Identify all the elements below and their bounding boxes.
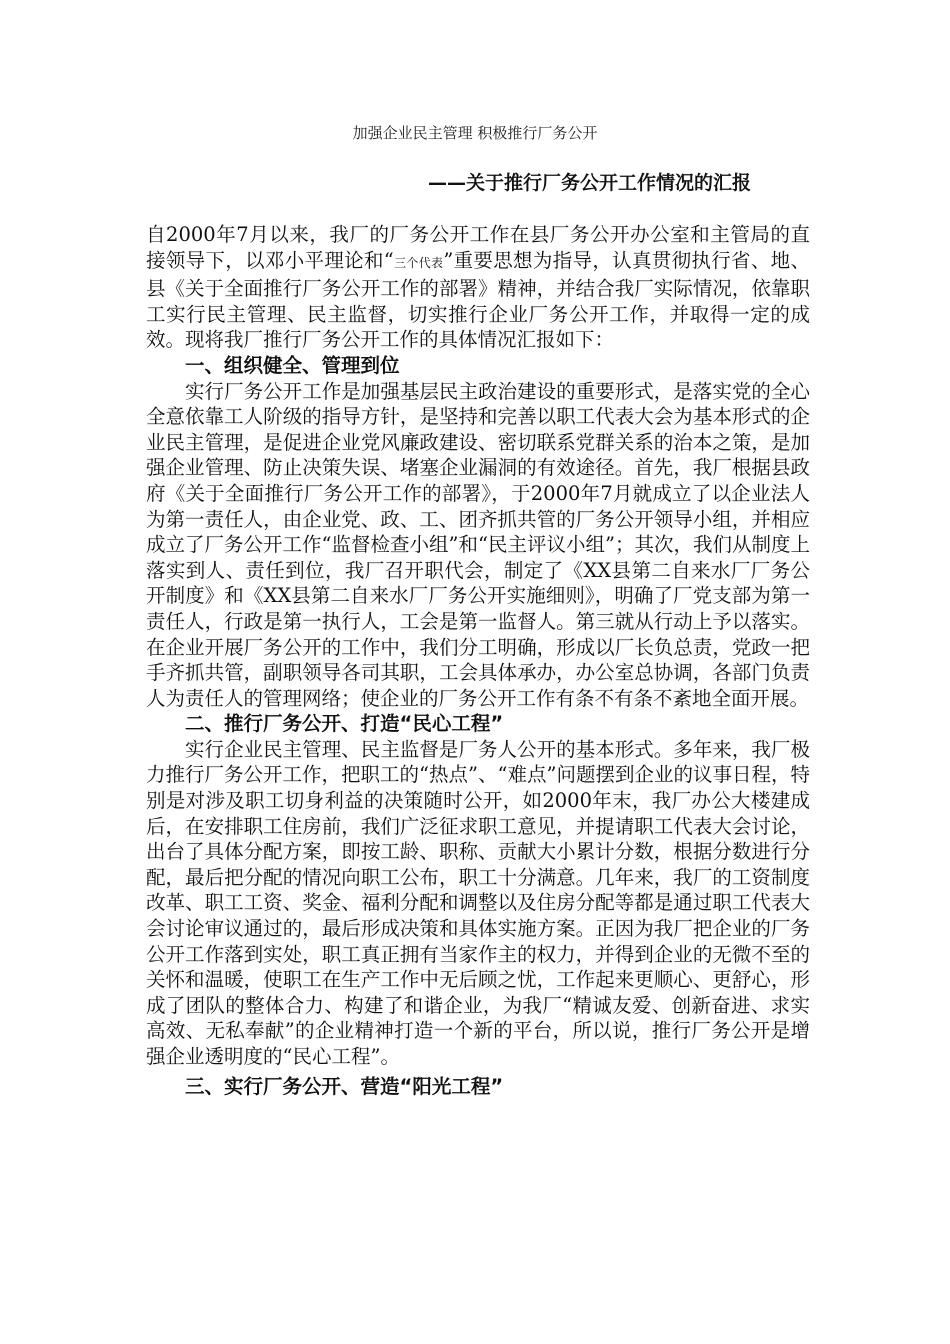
intro-text-part2: ”重要思想为指导，认真贯彻执行省、地、县《关于全面推行厂务公开工作的部署》精神，并结合我厂实际情况，依靠职工实行民主管理、民主监督，切实推行企业厂务公开工作，并取得一定的成效。现将我厂推行厂务公开工作的具体情况汇报如下： <box>146 248 810 352</box>
document-subtitle: ——关于推行厂务公开工作情况的汇报 <box>428 172 752 194</box>
intro-text-part1: 自2000年7月以来，我厂的厂务公开工作在县厂务公开办公室和主管局的直接领导下，以邓小平理论和“ <box>146 223 810 272</box>
intro-small-text: 三个代表 <box>393 255 444 270</box>
intro-paragraph <box>146 222 810 353</box>
section1-heading: 一、组织健全、管理到位 <box>185 353 400 377</box>
section2-heading: 二、推行厂务公开、打造“民心工程” <box>185 712 504 736</box>
document-body <box>146 222 810 1099</box>
section2-paragraph: 实行企业民主管理、民主监督是厂务人公开的基本形式。多年来，我厂极力推行厂务公开工作，把职工的“热点”、“难点”问题摆到企业的议事日程，特别是对涉及职工切身利益的决策随时公开，如2000年末，我厂办公大楼建成后，在安排职工住房前，我们广泛征求职工意见，并提请职工代表大会讨论，出台了具体分配方案，即按工龄、职称、贡献大小累计分数，根据分数进行分配，最后把分配的情况向职工公布，职工十分满意。几年来，我厂的工资制度改革、职工工资、奖金、福利分配和调整以及住房分配等都是通过职工代表大会讨论审议通过的，最后形成决策和具体实施方案。正因为我厂把企业的厂务公开工作落到实处，职工真正拥有当家作主的权力，并得到企业的无微不至的关怀和温暖，使职工在生产工作中无后顾之忧，工作起来更顺心、更舒心，形成了团队的整体合力、构建了和谐企业，为我厂“精诚友爱、创新奋进、求实高效、无私奉献”的企业精神打造一个新的平台，所以说，推行厂务公开是增强企业透明度的“民心工程”。 <box>146 737 810 1068</box>
document-title: 加强企业民主管理 积极推行厂务公开 <box>352 124 598 142</box>
section1-paragraph: 实行厂务公开工作是加强基层民主政治建设的重要形式，是落实党的全心全意依靠工人阶级的指导方针，是坚持和完善以职工代表大会为基本形式的企业民主管理，是促进企业党风廉政建设、密切联系党群关系的治本之策，是加强企业管理、防止决策失误、堵塞企业漏洞的有效途径。首先，我厂根据县政府《关于全面推行厂务公开工作的部署》，于2000年7月就成立了以企业法人为第一责任人，由企业党、政、工、团齐抓共管的厂务公开领导小组，并相应成立了厂务公开工作“监督检查小组”和“民主评议小组”；其次，我们从制度上落实到人、责任到位，我厂召开职代会，制定了《XX县第二自来水厂厂务公开制度》和《XX县第二自来水厂厂务公开实施细则》，明确了厂党支部为第一责任人，行政是第一执行人，工会是第一监督人。第三就从行动上予以落实。在企业开展厂务公开的工作中，我们分工明确，形成以厂长负总责，党政一把手齐抓共管，副职领导各司其职，工会具体承办，办公室总协调，各部门负责人为责任人的管理网络；使企业的厂务公开工作有条不有条不紊地全面开展。 <box>146 379 810 710</box>
section3-heading: 三、实行厂务公开、营造“阳光工程” <box>185 1074 504 1098</box>
